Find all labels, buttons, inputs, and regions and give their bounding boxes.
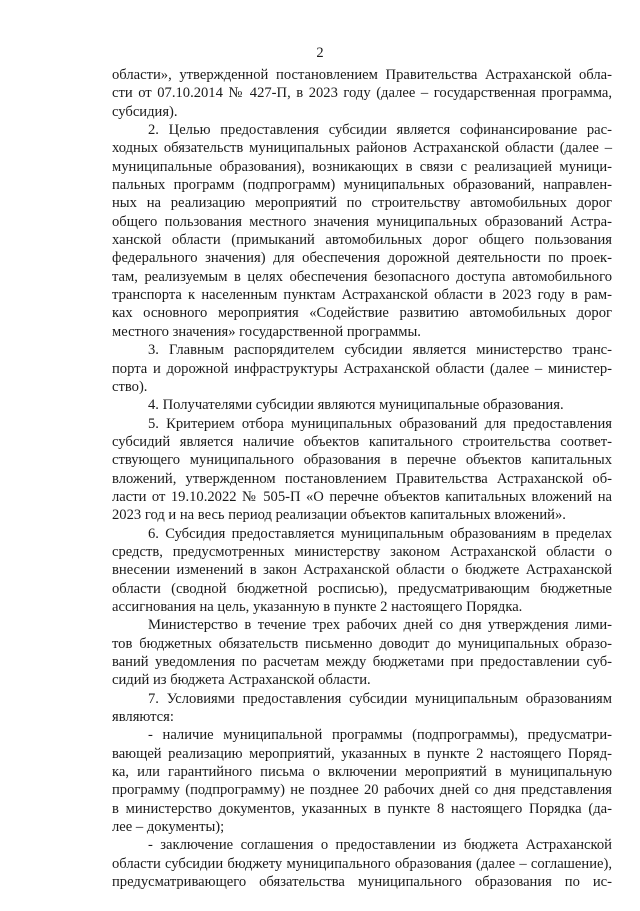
text-line: предусматривающего обязательства муниципального образования по ис-: [112, 874, 612, 891]
text-line: в министерство документов, указанных в пункте 8 настоящего Порядка (да-: [112, 800, 612, 817]
text-line: общего пользования местного значения муниципальных образований Астра-: [112, 213, 612, 230]
text-line: - заключение соглашения о предоставлении из бюджета Астраханской: [148, 837, 612, 854]
text-line: средств, предусмотренных министерству законом Астраханской области о: [112, 543, 612, 560]
text-line: - наличие муниципальной программы (подпрограммы), предусматри-: [148, 727, 612, 744]
text-line: ханской области (примыканий автомобильных дорог общего пользования: [112, 232, 612, 249]
text-line: области субсидии бюджету муниципального образования (далее – соглашение),: [112, 855, 612, 872]
text-line: там, реализуемым в целях обеспечения безопасного доступа автомобильного: [112, 268, 612, 285]
page-number: 2: [316, 45, 324, 61]
text-line: порта и дорожной инфраструктуры Астраханской области (далее – министер-: [112, 360, 612, 377]
text-line: ство).: [112, 378, 148, 395]
text-line: 5. Критерием отбора муниципальных образований для предоставления: [148, 415, 612, 432]
text-line: пальных программ (подпрограмм) муниципальных образований, направлен-: [112, 177, 612, 194]
text-line: ка, или гарантийного письма о включении мероприятий в муниципальную: [112, 764, 612, 781]
text-line: ных на реализацию мероприятий по строительству автомобильных дорог: [112, 195, 612, 212]
text-line: ассигнования на цель, указанную в пункте 2 настоящего Порядка.: [112, 598, 523, 615]
text-line: 4. Получателями субсидии являются муниципальные образования.: [148, 397, 564, 414]
text-line: программу (подпрограмму) не позднее 20 рабочих дней со дня представления: [112, 782, 612, 799]
text-line: субсидия).: [112, 103, 178, 120]
text-line: сти от 07.10.2014 № 427-П, в 2023 году (далее – государственная программа,: [112, 85, 612, 102]
text-line: тов бюджетных обязательств письменно доводит до муниципальных образо-: [112, 635, 612, 652]
text-line: 6. Субсидия предоставляется муниципальным образованиям в пределах: [148, 525, 612, 542]
text-line: ласти от 19.10.2022 № 505-П «О перечне объектов капитальных вложений на: [112, 488, 612, 505]
text-line: 2. Целью предоставления субсидии является софинансирование рас-: [148, 122, 612, 139]
text-line: сидий из бюджета Астраханской области.: [112, 672, 371, 689]
text-line: являются:: [112, 709, 174, 726]
text-line: транспорта к населенным пунктам Астраханской области в 2023 году в рам-: [112, 287, 612, 304]
text-line: внесении изменений в закон Астраханской области о бюджете Астраханской: [112, 562, 612, 579]
text-line: местного значения» государственной программы.: [112, 323, 421, 340]
text-line: вающей реализацию мероприятий, указанных в пункте 2 настоящего Поряд-: [112, 745, 612, 762]
text-line: ках основного мероприятия «Содействие развитию автомобильных дорог: [112, 305, 612, 322]
text-line: Министерство в течение трех рабочих дней со дня утверждения лими-: [148, 617, 612, 634]
text-line: 3. Главным распорядителем субсидии является министерство транс-: [148, 342, 612, 359]
text-line: области», утвержденной постановлением Правительства Астраханской обла-: [112, 67, 612, 83]
text-line: федерального значения) для обеспечения дорожной деятельности по проек-: [112, 250, 612, 267]
text-line: 2023 год и на весь период реализации объектов капитальных вложений».: [112, 507, 566, 524]
text-line: 7. Условиями предоставления субсидии муниципальным образованиям: [148, 690, 612, 707]
text-line: муниципальные образования), возникающих в связи с реализацией муници-: [112, 158, 612, 175]
text-line: ходных обязательств муниципальных районов Астраханской области (далее –: [112, 140, 612, 157]
document-body: [112, 66, 612, 891]
text-line: вложений, утвержденном постановлением Правительства Астраханской об-: [112, 470, 612, 487]
text-line: лее – документы);: [112, 819, 225, 836]
text-line: области (сводной бюджетной росписью), предусматривающим бюджетные: [112, 580, 612, 597]
text-line: субсидий является наличие объектов капитального строительства соответ-: [112, 433, 612, 450]
text-line: ваний уведомления по расчетам между бюджетами при предоставлении суб-: [112, 654, 612, 670]
text-line: ствующего муниципального образования в перечне объектов капитальных: [112, 452, 612, 469]
